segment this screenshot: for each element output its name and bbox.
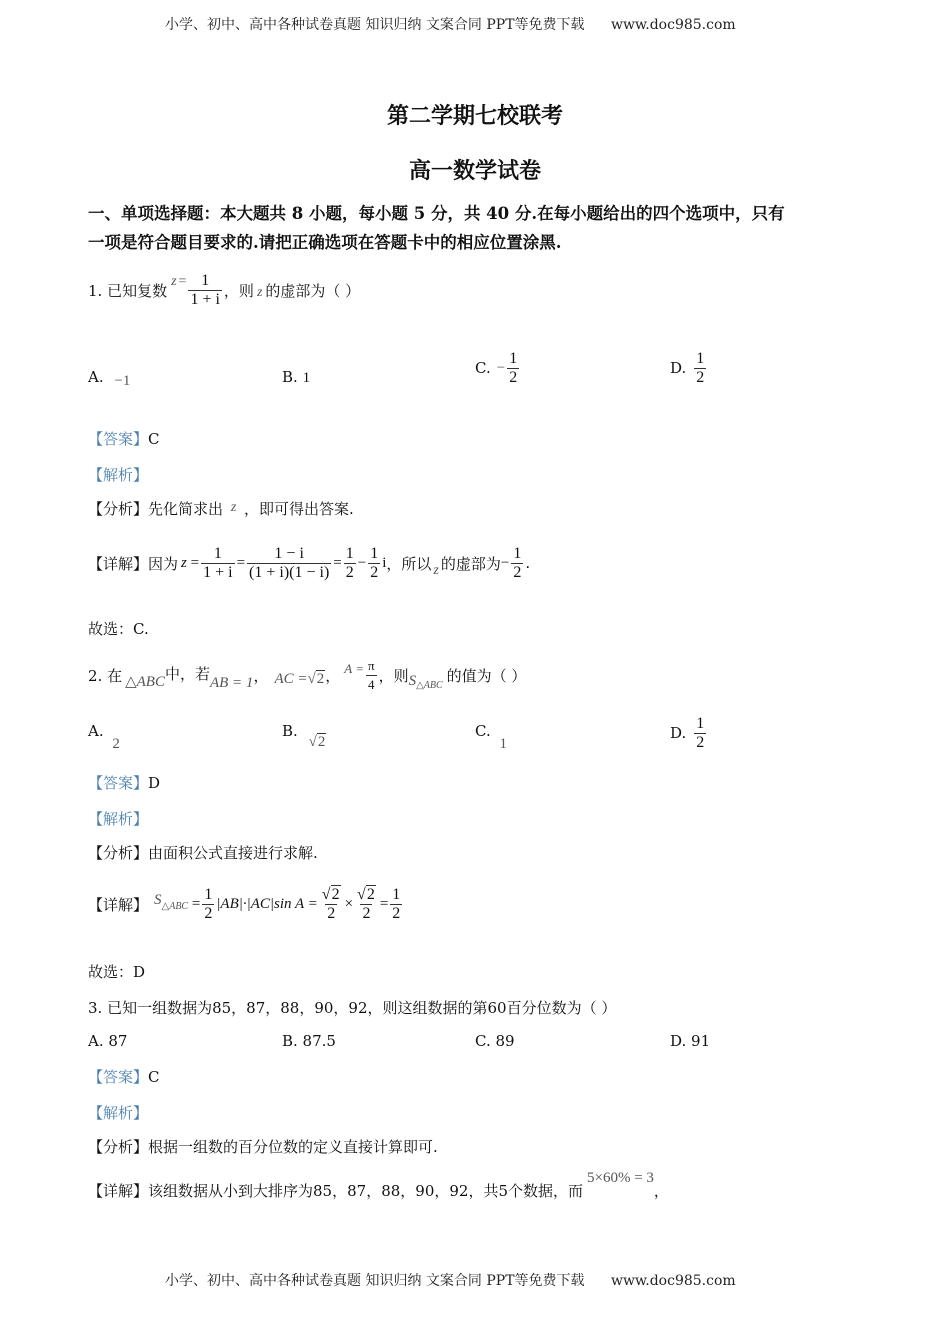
q2-option-d[interactable]: D. $\frac{1}{2}$	[670, 714, 705, 751]
q3-option-d[interactable]: D. 91	[670, 1032, 711, 1050]
question-2-stem: 2. 在 △ABC 中，若 AB = 1 ， AC = √2 ， A = $\frac{\pi}{4}$ ，则 S △ABC 的值为（ ）	[88, 657, 527, 692]
q2-option-b[interactable]: B. √2	[282, 722, 326, 750]
exam-subtitle: 高一数学试卷	[408, 158, 541, 184]
header-text: 小学、初中、高中各种试卷真题 知识归纳 文案合同 PPT等免费下载	[165, 17, 585, 33]
question-3-stem: 3. 已知一组数据为85，87，88，90，92，则这组数据的第60百分位数为（ ）	[88, 999, 617, 1017]
q1-conclusion: 故选：C.	[88, 620, 149, 638]
q1-suffix: 的虚部为（ ）	[265, 281, 361, 300]
q3-detail: 【详解】 该组数据从小到大排序为85，87，88，90，92，共5个数据，而 5×60% = 3 ，	[88, 1169, 669, 1200]
q2-fenxi: 【分析】由面积公式直接进行求解.	[88, 844, 318, 862]
footer-site-link[interactable]: www.doc985.com	[610, 1273, 736, 1289]
q2-option-c[interactable]: C. 1	[475, 722, 507, 752]
q2-answer: 【答案】D	[88, 774, 161, 792]
q2-detail: 【详解】 S △ABC = $\frac{1}{2}$ |AB|·|AC|sin A = $\frac{√2}{2}$ × $\frac{√2}{2}$ = $\frac{1}{2}$	[88, 885, 401, 922]
q3-option-c[interactable]: C. 89	[475, 1032, 515, 1050]
question-1-stem: 1. 已知复数 z = $\frac{1}{1 + i}$ ，则 z 的虚部为（ ）	[88, 271, 361, 308]
q1-analysis-label: 【解析】	[88, 466, 149, 484]
q1-option-c[interactable]: C. − $\frac{1}{2}$	[475, 349, 518, 386]
q3-analysis-label: 【解析】	[88, 1104, 149, 1122]
q2-conclusion: 故选：D	[88, 963, 146, 981]
q1-mid: ，则	[223, 281, 254, 300]
q1-option-a[interactable]: A. −1	[88, 368, 131, 389]
q1-option-b[interactable]: B. 1	[282, 368, 311, 386]
q3-answer: 【答案】C	[88, 1068, 160, 1086]
q1-fenxi: 【分析】先化简求出 z ，即可得出答案.	[88, 500, 354, 518]
q1-option-d[interactable]: D. $\frac{1}{2}$	[670, 349, 705, 386]
section-instructions-line2: 一项是符合题目要求的.请把正确选项在答题卡中的相应位置涂黑.	[88, 233, 562, 252]
section-instructions-line1: 一、单项选择题：本大题共 8 小题，每小题 5 分，共 40 分.在每小题给出的四个选项中，只有	[88, 204, 785, 223]
q2-option-a[interactable]: A. 2	[88, 722, 120, 752]
exam-title: 第二学期七校联考	[386, 103, 563, 129]
q1-detail: 【详解】 因为 z = $\frac{1}{1 + i}$ = $\frac{1 - i}{(1 + i)(1 - i)}$ = $\frac{1}{2}$ − $\frac{1}{2}$ i ，所以 z 的虚部为 − $\frac{1}{2}$ .	[88, 544, 531, 581]
page-footer	[165, 1270, 736, 1290]
footer-text: 小学、初中、高中各种试卷真题 知识归纳 文案合同 PPT等免费下载	[165, 1273, 585, 1289]
q3-option-b[interactable]: B. 87.5	[282, 1032, 336, 1050]
q3-fenxi: 【分析】根据一组数的百分位数的定义直接计算即可.	[88, 1138, 438, 1156]
q3-option-a[interactable]: A. 87	[88, 1032, 128, 1050]
q1-answer: 【答案】C	[88, 430, 160, 448]
q1-prefix: 1. 已知复数	[88, 281, 168, 300]
header-site-link[interactable]: www.doc985.com	[610, 17, 736, 33]
q2-analysis-label: 【解析】	[88, 810, 149, 828]
page-header	[165, 14, 736, 34]
q1-z: z	[171, 274, 177, 289]
q1-fraction: $\frac{1}{1 + i}$	[190, 271, 220, 308]
